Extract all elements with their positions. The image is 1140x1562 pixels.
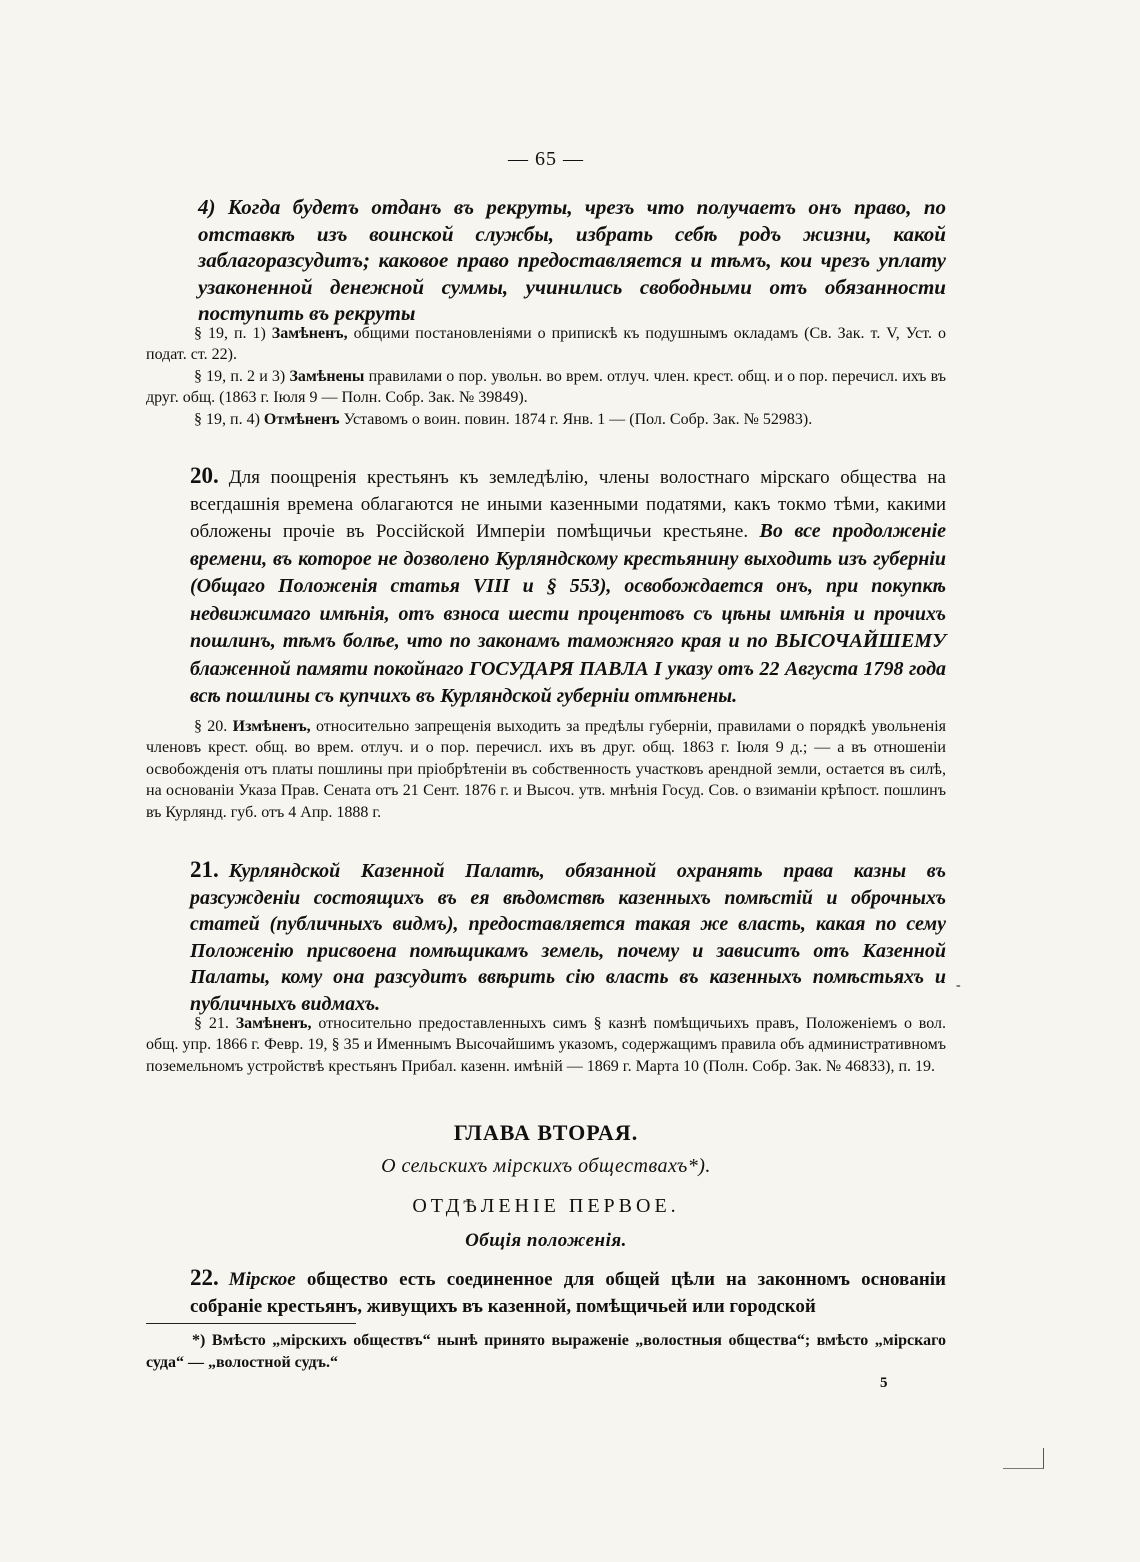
article-20-italic: Во все продолженіе времени, въ которое не дозволено Курляндскому крестьянину выходить изъ губерніи (Общаго Положенія статья VIII и § 553), освобождается онъ, при покупкѣ недвижимаго имѣнія, отъ взноса шести процентовъ съ цѣны имѣнія и прочихъ пошлинъ, тѣмъ болѣе, что по законамъ таможняго края и по ВЫСОЧАЙШЕМУ блаженной памяти покойнаго ГОСУДАРЯ ПАВЛА I указу отъ 22 Августа 1798 года всѣ пошлины съ купчихъ въ Курляндской губерніи отмѣнены. (190, 520, 947, 707)
article-21-number: 21. (190, 857, 219, 882)
article-22-number: 22. (190, 1265, 219, 1290)
note-bold: Отмѣненъ (263, 410, 340, 428)
article-22 (146, 1265, 946, 1320)
article-22-italic-word: Мірское (228, 1269, 296, 1290)
page-number: — 65 — (508, 148, 584, 170)
article-20 (146, 463, 946, 711)
footnote-text: *) Вмѣсто „мірскихъ обществъ“ нынѣ принято выраженіе „волостныя общества“; вмѣсто „мірскаго суда“ — „волостной судъ.“ (146, 1332, 946, 1371)
note-rest: относительно предоставленныхъ симъ § казнѣ помѣщичьихъ правъ, Положеніемъ о вол. общ. упр. 1866 г. Февр. 19, § 35 и Именнымъ Высочайшимъ указомъ, содержащимъ правила объ административномъ поземельномъ устройствѣ крестьянъ Прибал. казенн. имѣній — 1869 г. Марта 10 (Полн. Собр. Зак. № 46833), п. 19. (146, 1015, 947, 1075)
article-21-italic: Курляндской Казенной Палатѣ, обязанной охранять права казны въ разсужденіи состоящихъ въ ея вѣдомствѣ казенныхъ помѣстій и оброчныхъ статей (публичныхъ видмъ), предоставляется такая же власть, какая по сему Положенію присвоена помѣщикамъ земель, почему и зависитъ отъ Казенной Палаты, кому она разсудитъ ввѣрить сію власть въ казенныхъ помѣстьяхъ и публичныхъ видмахъ. (190, 860, 946, 1015)
note-rest: общими постановленіями о припискѣ къ подушнымъ окладамъ (Св. Зак. т. V, Уст. о подат. ст. 22). (146, 325, 947, 364)
signature-mark: 5 (880, 1375, 888, 1391)
note-lead: § 19, п. 4) (194, 410, 260, 428)
article-20-plain: Для поощренія крестьянъ къ земледѣлію, члены волостнаго мірскаго общества на всегдашнія времена облагаются не иными казенными податями, какъ токмо тѣми, какими обложены прочіе въ Россійской Имперіи помѣщичьи крестьяне. (190, 467, 946, 542)
article-20-text (146, 463, 946, 711)
note-rest: относительно запрещенія выходить за предѣлы губерніи, правилами о порядкѣ увольненія членовъ крест. общ. во врем. отлуч. и о пор. перечисл. ихъ въ друг. общ. 1863 г. Іюля 9 д.; — а въ отношеніи освобожденія отъ платы пошлины при пріобрѣтеніи въ собственность участковъ арендной земли, остается въ силѣ, на основаніи Указа Прав. Сената отъ 21 Сент. 1876 г. и Высоч. утв. мнѣнія Госуд. Сов. о взиманіи крѣпост. пошлинъ въ Курлянд. губ. отъ 4 Апр. 1888 г. (146, 718, 947, 821)
note-bold: Замѣненъ, (271, 325, 348, 342)
item-4-text (146, 194, 946, 327)
article-21-text (146, 857, 946, 1017)
note-20-text (146, 716, 946, 823)
article-22-text (146, 1265, 946, 1320)
note-21-text (146, 1013, 946, 1077)
note-21 (146, 1013, 946, 1077)
subsection-title: Общія положенія. (465, 1230, 627, 1251)
section-title: ОТДѢЛЕНІЕ ПЕРВОЕ. (412, 1195, 680, 1217)
notes-19 (146, 323, 946, 430)
margin-mark: - (956, 978, 961, 993)
corner-mark (1003, 1448, 1044, 1469)
note-bold: Измѣненъ, (232, 718, 311, 735)
note-19-1 (146, 323, 946, 366)
article-20-number: 20. (190, 463, 219, 488)
footnote (146, 1330, 946, 1374)
note-rest: Уставомъ о воин. повин. 1874 г. Янв. 1 — (Пол. Собр. Зак. № 52983). (343, 410, 813, 428)
item-4-body: 4) Когда будетъ отданъ въ рекруты, чрезъ что получаетъ онъ право, по отставкѣ изъ воинской службы, избрать себѣ родъ жизни, какой заблагоразсудитъ; каковое право предоставляется и тѣмъ, кои чрезъ уплату узаконенной денежной суммы, учинились свободными отъ обязанности поступить въ рекруты (198, 195, 946, 325)
note-bold: Замѣненъ, (235, 1015, 312, 1032)
article-22-plain: общество есть соединенное для общей цѣли на законномъ основаніи собраніе крестьянъ, живущихъ въ казенной, помѣщичьей или городской (190, 1269, 946, 1317)
article-21 (146, 857, 946, 1017)
note-lead: § 21. (194, 1015, 229, 1032)
note-lead: § 19, п. 1) (194, 325, 266, 342)
note-lead: § 20. (194, 718, 228, 735)
note-rest: правилами о пор. увольн. во врем. отлуч. член. крест. общ. и о пор. перечисл. ихъ въ друг. общ. (1863 г. Іюля 9 — Полн. Собр. Зак. № 39849). (146, 367, 947, 407)
note-bold: Замѣнены (289, 367, 365, 385)
note-20 (146, 716, 946, 823)
note-lead: § 19, п. 2 и 3) (194, 367, 286, 385)
chapter-title: ГЛАВА ВТОРАЯ. (453, 1120, 639, 1145)
footnote-rule (146, 1323, 356, 1324)
chapter-subtitle: О сельскихъ мірскихъ обществахъ*). (381, 1155, 711, 1177)
note-19-2 (146, 366, 946, 409)
note-19-3 (146, 409, 946, 430)
